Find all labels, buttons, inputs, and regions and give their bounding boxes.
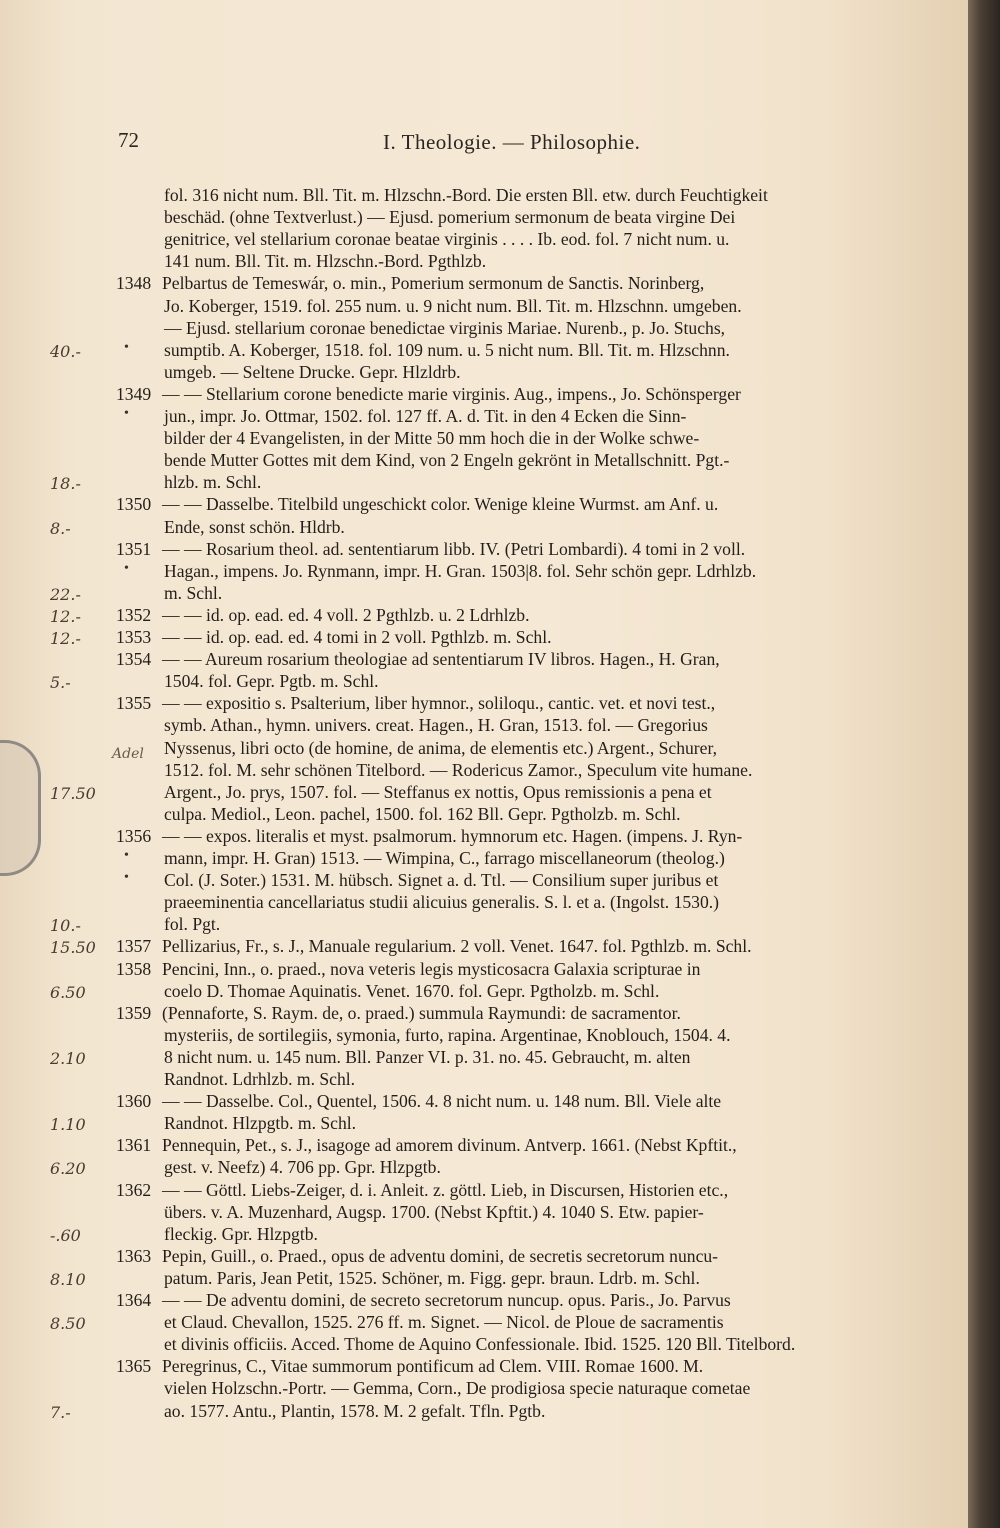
catalog-entry-line (0, 649, 968, 671)
catalog-continuation-line (0, 914, 968, 936)
entry-number: 1349 (116, 383, 152, 404)
margin-bullet: • (124, 339, 129, 355)
catalog-continuation-line (0, 848, 968, 870)
catalog-continuation-line (0, 1268, 968, 1290)
catalog-entry-line (0, 936, 968, 958)
catalog-entry-line (0, 384, 968, 406)
catalog-continuation-line (0, 472, 968, 494)
catalog-entry-line (0, 1180, 968, 1202)
entry-number: 1363 (116, 1245, 152, 1266)
handwritten-price: 8.50 (50, 1314, 86, 1334)
catalog-continuation-line (0, 561, 968, 583)
handwritten-price: 12.- (50, 629, 81, 648)
handwritten-price: 22.- (50, 584, 81, 604)
entry-text: Randnot. Ldrhlzb. m. Schl. (164, 1069, 356, 1089)
entry-number: 1365 (116, 1356, 152, 1377)
entry-text: 1512. fol. M. sehr schönen Titelbord. — Rodericus Zamor., Speculum vite humane. (164, 759, 753, 780)
entry-text: (Pennaforte, S. Raym. de, o. praed.) summula Raymundi: de sacramentor. (162, 1002, 681, 1023)
catalog-continuation-line (0, 1312, 968, 1334)
catalog-continuation-line (0, 583, 968, 605)
catalog-continuation-line (0, 318, 968, 340)
catalog-continuation-line (0, 450, 968, 472)
entry-text: fol. 316 nicht num. Bll. Tit. m. Hlzschn.-Bord. Die ersten Bll. etw. durch Feuchtigkeit (164, 185, 768, 205)
handwritten-price: 8.10 (50, 1269, 86, 1289)
entry-text: genitrice, vel stellarium coronae beatae virginis . . . . Ib. eod. fol. 7 nicht num. u. (164, 229, 730, 250)
entry-text: — — id. op. ead. ed. 4 tomi in 2 voll. Pgthlzb. m. Schl. (162, 627, 552, 647)
catalog-entry-line (0, 693, 968, 715)
catalog-continuation-line (0, 1113, 968, 1135)
entry-number: 1348 (116, 273, 152, 294)
entry-text: fol. Pgt. (164, 914, 221, 935)
entry-text: — — Rosarium theol. ad. sententiarum libb. IV. (Petri Lombardi). 4 tomi in 2 voll. (162, 538, 746, 559)
entry-text: Peregrinus, C., Vitae summorum pontificum ad Clem. VIII. Romae 1600. M. (162, 1356, 704, 1377)
entry-text: — — Dasselbe. Col., Quentel, 1506. 4. 8 nicht num. u. 148 num. Bll. Viele alte (162, 1091, 722, 1112)
entry-text: ao. 1577. Antu., Plantin, 1578. M. 2 gefalt. Tfln. Pgtb. (164, 1400, 546, 1421)
handwritten-price: 15.50 (50, 938, 96, 958)
entry-text: 8 nicht num. u. 145 num. Bll. Panzer VI. p. 31. no. 45. Gebraucht, m. alten (164, 1046, 691, 1067)
catalog-continuation-line (0, 362, 968, 384)
entry-text: Pencini, Inn., o. praed., nova veteris legis mysticosacra Galaxia scripturae in (162, 958, 701, 979)
catalog-continuation-line (0, 1047, 968, 1069)
entry-text: Jo. Koberger, 1519. fol. 255 num. u. 9 nicht num. Bll. Tit. m. Hlzschnn. umgeben. (164, 295, 742, 316)
entry-number: 1359 (116, 1002, 152, 1023)
entry-text: — — Dasselbe. Titelbild ungeschickt color. Wenige kleine Wurmst. am Anf. u. (162, 494, 719, 515)
entry-number: 1355 (116, 693, 152, 714)
catalog-entry-line (0, 627, 968, 649)
entry-text: umgeb. — Seltene Drucke. Gepr. Hlzldrb. (164, 361, 461, 382)
entry-text: gest. v. Neefz) 4. 706 pp. Gpr. Hlzpgtb. (164, 1157, 441, 1178)
page-number: 72 (118, 128, 139, 152)
entry-text: jun., impr. Jo. Ottmar, 1502. fol. 127 ff. A. d. Tit. in den 4 Ecken die Sinn- (164, 406, 687, 426)
handwritten-price: 5.- (50, 673, 71, 693)
catalog-entry-line (0, 826, 968, 848)
catalog-continuation-line (0, 517, 968, 539)
margin-bullet: • (124, 406, 129, 421)
catalog-entry-line (0, 605, 968, 627)
entry-text: Hagan., impens. Jo. Rynmann, impr. H. Gran. 1503|8. fol. Sehr schön gepr. Ldrhlzb. (164, 560, 757, 581)
catalog-continuation-line (0, 892, 968, 914)
entry-text: Pelbartus de Temeswár, o. min., Pomerium sermonum de Sanctis. Norinberg, (162, 273, 705, 294)
entry-text: 1504. fol. Gepr. Pgtb. m. Schl. (164, 671, 379, 692)
margin-note: Adel (112, 746, 144, 762)
entry-text: fleckig. Gpr. Hlzpgtb. (164, 1223, 318, 1244)
entry-number: 1361 (116, 1135, 152, 1156)
catalog-continuation-line (0, 1334, 968, 1356)
entry-number: 1357 (116, 936, 152, 957)
catalog-continuation-line (0, 715, 968, 737)
entry-text: patum. Paris, Jean Petit, 1525. Schöner, m. Figg. gepr. braun. Ldrb. m. Schl. (164, 1267, 700, 1288)
entry-number: 1353 (116, 627, 152, 647)
handwritten-price: 2.10 (50, 1048, 86, 1068)
entry-text: — Ejusd. stellarium coronae benedictae virginis Mariae. Nurenb., p. Jo. Stuchs, (164, 317, 726, 338)
paper-clip (0, 740, 41, 876)
entry-number: 1356 (116, 825, 152, 846)
entry-text: übers. v. A. Muzenhard, Augsp. 1700. (Nebst Kpftit.) 4. 1040 S. Etw. papier- (164, 1201, 704, 1222)
catalog-continuation-line (0, 185, 968, 207)
entry-text: — — expositio s. Psalterium, liber hymnor., soliloqu., cantic. vet. et novi test., (162, 693, 716, 714)
catalog-continuation-line (0, 207, 968, 229)
catalog-continuation-line (0, 804, 968, 826)
handwritten-price: 12.- (50, 606, 81, 626)
entry-text: 141 num. Bll. Tit. m. Hlzschn.-Bord. Pgthlzb. (164, 251, 487, 272)
catalog-entry-line (0, 273, 968, 295)
entry-text: sumptib. A. Koberger, 1518. fol. 109 num. u. 5 nicht num. Bll. Tit. m. Hlzschnn. (164, 339, 730, 360)
entry-text: Randnot. Hlzpgtb. m. Schl. (164, 1113, 357, 1134)
catalog-continuation-line (0, 1224, 968, 1246)
running-title: I. Theologie. — Philosophie. (383, 130, 641, 154)
catalog-continuation-line (0, 229, 968, 251)
catalog-continuation-line (0, 1202, 968, 1224)
catalog-entry-line (0, 1135, 968, 1157)
margin-bullet: • (124, 870, 129, 886)
entry-text: — — Stellarium corone benedicte marie virginis. Aug., impens., Jo. Schönsperger (162, 383, 741, 404)
margin-bullet: • (124, 848, 129, 863)
entry-text: coelo D. Thomae Aquinatis. Venet. 1670. fol. Gepr. Pgtholzb. m. Schl. (164, 980, 660, 1001)
entry-text: Nyssenus, libri octo (de homine, de anima, de elementis etc.) Argent., Schurer, (164, 737, 718, 758)
catalog-continuation-line (0, 981, 968, 1003)
handwritten-price: 8.- (50, 518, 71, 538)
catalog-entry-line (0, 1356, 968, 1378)
entry-number: 1360 (116, 1091, 152, 1112)
handwritten-price: 40.- (50, 341, 81, 361)
entry-text: vielen Holzschn.-Portr. — Gemma, Corn., De prodigiosa specie naturaque cometae (164, 1378, 751, 1399)
entry-number: 1352 (116, 604, 152, 625)
entry-text: Pennequin, Pet., s. J., isagoge ad amorem divinum. Antverp. 1661. (Nebst Kpftit., (162, 1135, 737, 1156)
entry-number: 1354 (116, 649, 152, 670)
margin-bullet: • (124, 560, 129, 576)
catalog-entry-line (0, 1246, 968, 1268)
entry-number: 1364 (116, 1290, 152, 1310)
catalog-continuation-line (0, 782, 968, 804)
handwritten-price: 17.50 (50, 783, 96, 803)
catalog-continuation-line (0, 296, 968, 318)
catalog-continuation-line (0, 406, 968, 428)
catalog-continuation-line (0, 870, 968, 892)
entry-text: Pepin, Guill., o. Praed., opus de adventu domini, de secretis secretorum nuncu- (162, 1245, 719, 1266)
entry-text: bende Mutter Gottes mit dem Kind, von 2 Engeln gekrönt in Metallschnitt. Pgt.- (164, 450, 730, 471)
catalog-continuation-line (0, 671, 968, 693)
catalog-entry-line (0, 1290, 968, 1312)
entry-number: 1362 (116, 1179, 152, 1200)
catalog-continuation-line (0, 251, 968, 273)
catalog-continuation-line (0, 1069, 968, 1091)
catalog-continuation-line (0, 1157, 968, 1179)
entry-text: mysteriis, de sortilegiis, symonia, furto, rapina. Argentinae, Knoblouch, 1504. 4. (164, 1024, 731, 1045)
catalog-entry-line (0, 1003, 968, 1025)
catalog-continuation-line (0, 428, 968, 450)
entry-text: — — De adventu domini, de secreto secretorum nuncup. opus. Paris., Jo. Parvus (162, 1290, 731, 1310)
entry-text: — — Aureum rosarium theologiae ad sententiarum IV libros. Hagen., H. Gran, (162, 649, 720, 670)
handwritten-price: 1.10 (50, 1115, 86, 1135)
handwritten-price: 6.20 (50, 1159, 86, 1179)
entry-text: m. Schl. (164, 582, 223, 603)
entry-text: et divinis officiis. Acced. Thome de Aquino Confessionale. Ibid. 1525. 120 Bll. Titelbord. (164, 1334, 796, 1355)
entry-text: — — id. op. ead. ed. 4 voll. 2 Pgthlzb. u. 2 Ldrhlzb. (162, 604, 530, 625)
catalog-continuation-line (0, 1025, 968, 1047)
entry-text: symb. Athan., hymn. univers. creat. Hagen., H. Gran, 1513. fol. — Gregorius (164, 715, 708, 736)
entry-text: beschäd. (ohne Textverlust.) — Ejusd. pomerium sermonum de beata virgine Dei (164, 207, 736, 228)
entry-text: — — expos. literalis et myst. psalmorum. hymnorum etc. Hagen. (impens. J. Ryn- (162, 825, 743, 846)
catalog-entry-line (0, 539, 968, 561)
entry-text: — — Göttl. Liebs-Zeiger, d. i. Anleit. z. göttl. Lieb, in Discursen, Historien etc., (162, 1179, 729, 1200)
entry-text: mann, impr. H. Gran) 1513. — Wimpina, C., farrago miscellaneorum (theolog.) (164, 848, 725, 868)
handwritten-price: -.60 (50, 1225, 81, 1245)
entry-text: bilder der 4 Evangelisten, in der Mitte 50 mm hoch die in der Wolke schwe- (164, 428, 700, 449)
entry-text: Pellizarius, Fr., s. J., Manuale regularium. 2 voll. Venet. 1647. fol. Pgthlzb. m. Schl. (162, 936, 752, 957)
handwritten-price: 7.- (50, 1402, 71, 1422)
page-header (0, 128, 968, 158)
entry-text: Ende, sonst schön. Hldrb. (164, 516, 345, 537)
catalog-entry-line (0, 494, 968, 516)
book-binding-edge (968, 0, 1000, 1528)
entry-text: et Claud. Chevallon, 1525. 276 ff. m. Signet. — Nicol. de Ploue de sacramentis (164, 1312, 724, 1333)
entry-text: culpa. Mediol., Leon. pachel, 1500. fol. 162 Bll. Gepr. Pgtholzb. m. Schl. (164, 803, 681, 824)
entry-text: Col. (J. Soter.) 1531. M. hübsch. Signet a. d. Ttl. — Consilium super juribus et (164, 870, 719, 891)
catalog-continuation-line (0, 340, 968, 362)
catalog-entry-line (0, 959, 968, 981)
entry-number: 1350 (116, 494, 152, 515)
handwritten-price: 6.50 (50, 982, 86, 1002)
entry-text: Argent., Jo. prys, 1507. fol. — Steffanus ex nottis, Opus remissionis a pena et (164, 781, 712, 802)
entry-number: 1351 (116, 538, 152, 559)
catalog-continuation-line (0, 1401, 968, 1423)
handwritten-price: 18.- (50, 474, 81, 494)
entry-text: hlzb. m. Schl. (164, 472, 262, 493)
handwritten-price: 10.- (50, 916, 81, 936)
catalog-continuation-line (0, 1378, 968, 1400)
entry-text: praeeminentia cancellariatus studii alicuius generalis. S. l. et a. (Ingolst. 1530.) (164, 892, 720, 913)
entry-number: 1358 (116, 958, 152, 979)
catalog-entry-line (0, 1091, 968, 1113)
